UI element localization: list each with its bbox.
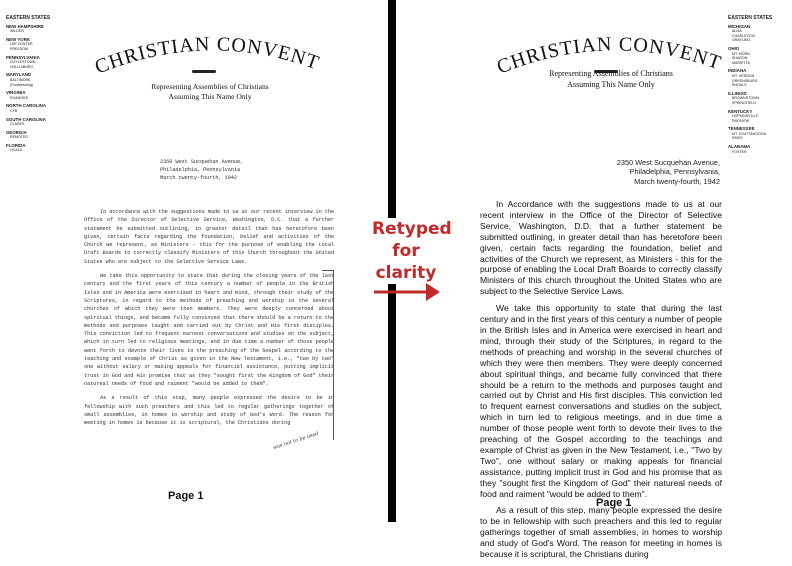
subtitle-line1-original: Representing Assemblies of Christians: [151, 82, 269, 91]
sidebar-city: WILDER: [10, 29, 24, 34]
sidebar-city: HOLLISBURG: [10, 64, 34, 69]
sidebar-city: BALTIMORE: [10, 77, 31, 82]
sidebar-state: SOUTH CAROLINA: [6, 116, 46, 122]
sidebar-state: VIRGINIA: [6, 90, 26, 96]
sidebar-city: BROWNSTOWN: [732, 96, 760, 101]
paragraph-1-retyped: In Accordance with the suggestions made to us at our recent interview in the Office of the Director of Selective Service, Washington, D.D. that a further statement be submitted outlining, in greater detail than has heretofore been given, certain facts regarding the foundation, belief and activities of the Church we represent, as Ministers - this for the purpose of enabling the Local Draft Boards to correctly classify Ministers of this church throughout the United States who are subject to the Selective Service Laws.: [480, 199, 722, 297]
sidebar-state: OHIO: [728, 45, 740, 51]
subtitle-line1-retyped: Representing Assemblies of Christians: [549, 69, 673, 78]
sidebar-city: SHOALS: [732, 83, 747, 88]
sidebar-state: MARYLAND: [6, 72, 31, 78]
paragraph-1-original: In accordance with the suggestions made to us at our recent interview in the Office of the Director of Selective Service, Washington, D.C. that a further statement be submitted outlining, in greater detail than has heretofore been given, certain facts regarding the foundation, belief and activities of the Church we represent, as Ministers - this for the purpose of enabling the Local Draft Boards to correctly classify Ministers of this Church throughout the United States who are subject to the Selective Service Laws.: [84, 209, 334, 265]
retyped-callout: [372, 218, 452, 284]
sidebar-city: MT. VERNON: [732, 73, 755, 78]
sidebar-state: PENNSYLVANIA: [6, 54, 40, 60]
sidebar-state-list-right: [728, 25, 784, 155]
sidebar-city: FOSTER: [732, 149, 747, 154]
sidebar-city: FREEDOM: [10, 46, 28, 51]
sidebar-city: HOPKINSVILLE: [732, 114, 758, 119]
sidebar-state: INDIANA: [728, 68, 747, 74]
sidebar-city: DOYLESTOWN: [10, 60, 36, 65]
sidebar-city: CFB: [10, 108, 18, 113]
callout-line2: for: [392, 241, 420, 261]
sidebar-city: LEE CENTER: [10, 42, 33, 47]
sidebar-state: FLORIDA: [6, 142, 26, 148]
sidebar-city: REMOTED: [10, 135, 28, 140]
ornament-original: [192, 70, 216, 73]
page-number-retyped: Page 1: [596, 497, 632, 509]
callout-line1: Retyped: [372, 219, 452, 239]
sidebar-city: SHARON: [732, 56, 748, 61]
sidebar-city: ALMA: [732, 29, 742, 34]
sidebar-state: ILLINOIS: [728, 90, 747, 96]
sidebar-city: FAIRVIEW: [732, 118, 750, 123]
sidebar-city: (Fowblesburg): [10, 82, 33, 87]
sidebar-city: CLARKS: [10, 122, 25, 127]
sidebar-state: NORTH CAROLINA: [6, 103, 47, 109]
sidebar-heading-right: EASTERN STATES: [728, 15, 773, 21]
sidebar-city: MT. MORN: [732, 51, 750, 56]
title-text-retyped: CHRISTIAN CONVEN: [493, 33, 712, 79]
sidebar-city: GREENSBURG: [732, 78, 758, 83]
sidebar-state-list: [6, 25, 62, 153]
sidebar-city: SPRINGFIELD: [732, 100, 756, 105]
paragraph-2-original: We take this opportunity to state that during the closing years of the last century and the first years of this century a number of people in the British Isles and in America were exercised in heart and mind, through their study of the Scriptures, in regard to the methods of preaching and worship in the several churches of which they were then members. They were deeply concerned about spiritual things, and became fully convinced that there should be a return to the methods and purposes taught and carried out by Christ and His first disciples. This conviction led to frequent earnest conversations and studies on the subject, which in turn led to religious meetings, and in due time a number of those people went forth to devote their lives to the preaching of the Gospel according to the teaching and example of Christ as given in the New Testament, i.e., "two by two" one without salary or making appeals for financial assistance, putting implicit trust in God and His promise that as they "sought first the Kingdom of God" their natureal needs of food and raiment "would be added to them".: [84, 273, 334, 387]
paragraph-3-original: As a result of this step, many people expressed the desire to be in fellowship with such preachers and this led to regular gatherings together of small assemblies, in homes to worship and study of God's Word. The reason for meeting in homes is because it is scriptural, the Christians during: [84, 395, 334, 427]
states-sidebar-right: [728, 16, 784, 154]
subtitle-line2-original: Assuming This Name Only: [168, 92, 252, 101]
address-original: [160, 158, 320, 182]
sidebar-state: GEORGIA: [6, 129, 27, 135]
sidebar-city: OCALA: [10, 148, 23, 153]
address-line2-retyped: Philadelphia, Pennsylvania,: [629, 167, 720, 177]
paragraph-3-retyped: As a result of this step, many people expressed the desire to be in fellowship with such preachers and this led to regular gatherings together of small assemblies, in homes to worship and study of God's Word. The reason for meeting in homes is because it is scriptural, the Christians during: [480, 505, 722, 560]
subtitle-retyped: [496, 68, 726, 90]
address-line3-original: March twenty-fourth, 1942: [160, 175, 237, 181]
handwritten-note: was not to be used: [272, 430, 320, 452]
sidebar-state: TENNESSEE: [728, 126, 755, 132]
right-arrow-icon: [372, 280, 442, 304]
sidebar-city: MT. CHATTANOOGA: [732, 131, 767, 136]
title-original: [90, 22, 320, 82]
sidebar-state: MICHIGAN: [728, 23, 751, 29]
sidebar-city: MARIETTA: [732, 60, 750, 65]
body-retyped: [480, 199, 722, 566]
body-original: [84, 208, 334, 433]
sidebar-city: PARIS: [732, 136, 743, 141]
address-line1-retyped: 2350 West Sucquehan Avenue,: [616, 158, 720, 167]
subtitle-original: [100, 82, 320, 102]
original-page: [0, 0, 396, 522]
callout-line3: clarity: [375, 263, 437, 283]
sidebar-state: NEW HAMPSHIRE: [6, 23, 44, 29]
subtitle-line2-retyped: Assuming This Name Only: [567, 80, 655, 89]
sidebar-state: KENTUCKY: [728, 108, 753, 114]
sidebar-city: ROANOKE: [10, 95, 28, 100]
page-number-original: Page 1: [168, 490, 204, 502]
sidebar-state: NEW YORK: [6, 36, 31, 42]
address-line2-original: Philadelphia, Pennsylvania: [160, 167, 241, 173]
sidebar-city: CHARLEVOIX: [732, 33, 756, 38]
paragraph-2-retyped: We take this opportunity to state that during the last century and in the first years of this century a number of people in the British Isles and in America were exercised in heart and mind, through their study of the Scriptures, in regard to the methods of preaching and worship in the several churches of which they were then members. They were deeply concerned about spiritual things, and became fully convinced that there should be a return to the methods and purposes taught and carried out by Christ and His first disciples. This conviction led to frequent earnest conversations and studies on the subject, which in turn led to religious meetings, and in due time a number of those people went forth to devote their lives to the preaching of the Gospel according to the teachings and example of Christ as given in the New Testament, i.e., "Two by Two", one without salary or making appeals for financial assistance, putting implicit trust in God and his promise that as they "sought first the Kingdom of God" their natureal needs of food and raiment "would be added to them".: [480, 303, 722, 499]
sidebar-heading: EASTERN STATES: [6, 15, 51, 21]
address-line1-original: 2350 West Sucquehan Avenue,: [160, 159, 244, 165]
margin-bracket: [322, 270, 334, 440]
sidebar-city: GRAYLING: [732, 38, 751, 43]
address-retyped: [580, 158, 720, 186]
title-text-original: CHRISTIAN CONVEN: [91, 33, 310, 79]
eastern-states-sidebar-left: [6, 16, 62, 153]
address-line3-retyped: March twenty-fourth, 1942: [634, 176, 720, 186]
sidebar-state: ALABAMA: [728, 144, 751, 150]
retyped-page: [396, 0, 792, 560]
